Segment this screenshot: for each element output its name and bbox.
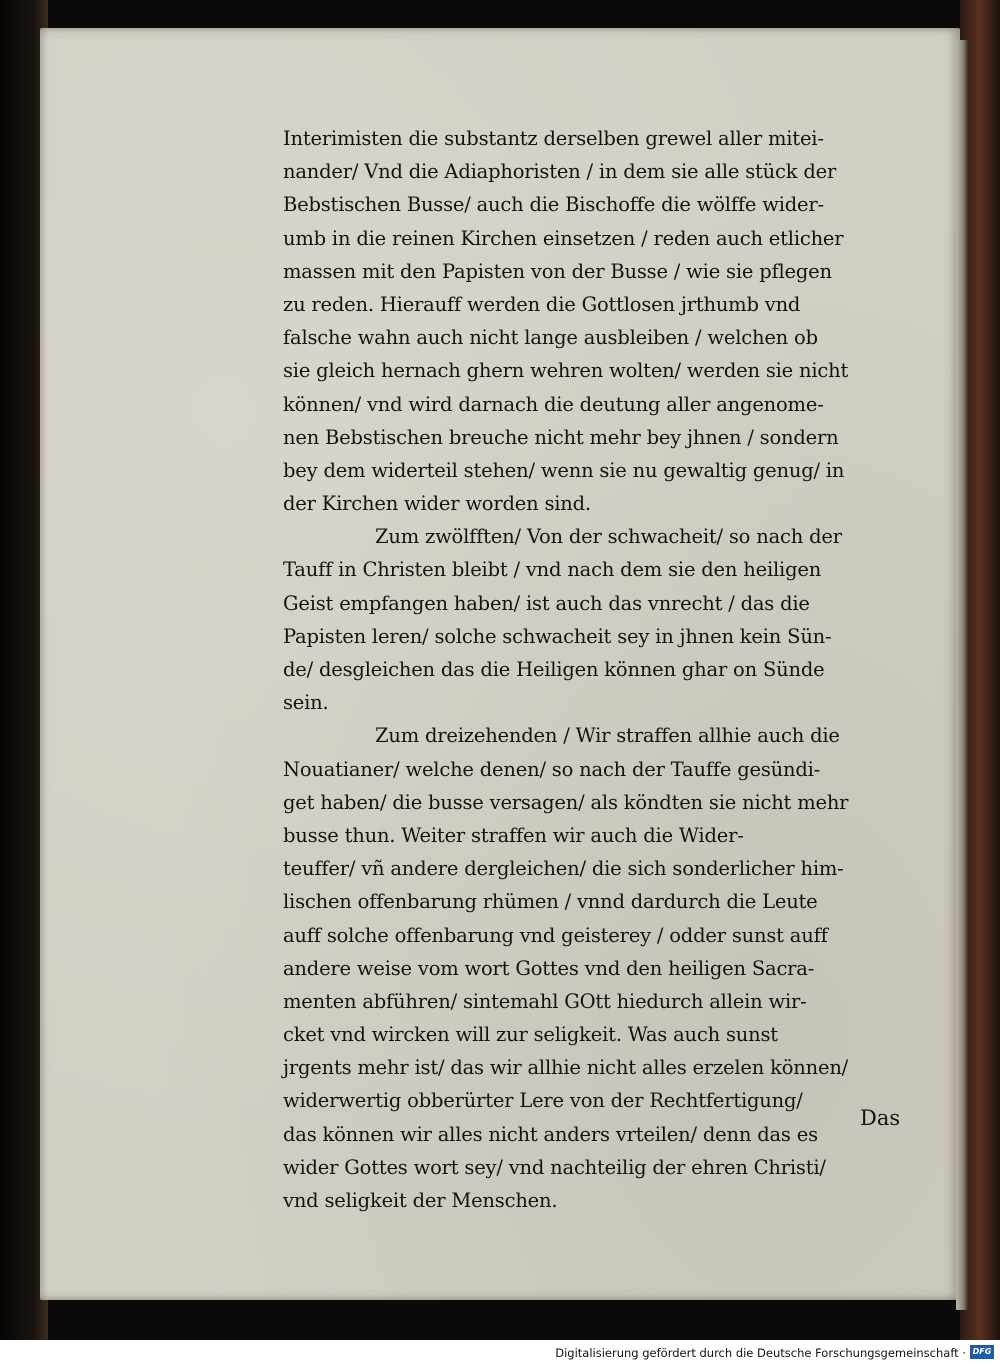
text-line: busse thun. Weiter straffen wir auch die Wider- (283, 823, 744, 847)
footer-bar (0, 1340, 1000, 1365)
page-edge (956, 40, 968, 1310)
text-line: vnd seligkeit der Menschen. (283, 1189, 558, 1212)
text-line: sein. (283, 691, 329, 715)
text-line: bey dem widerteil stehen/ wenn sie nu gewaltig genug/ in (283, 458, 845, 482)
text-line: Geist empfangen haben/ ist auch das vnrecht / das die (283, 591, 810, 615)
catchword: Das (860, 1106, 901, 1130)
text-line: sie gleich hernach ghern wehren wolten/ werden sie nicht (283, 359, 849, 383)
text-line: cket vnd wircken will zur seligkeit. Was auch sunst (283, 1023, 778, 1047)
text-line: umb in die reinen Kirchen einsetzen / reden auch etlicher (283, 226, 844, 250)
text-line: Nouatianer/ welche denen/ so nach der Tauffe gesündi- (283, 757, 821, 781)
text-line: nen Bebstischen breuche nicht mehr bey jhnen / sondern (283, 425, 839, 449)
text-line: zu reden. Hierauff werden die Gottlosen jrthumb vnd (283, 292, 801, 316)
text-line: teuffer/ vñ andere dergleichen/ die sich sonderlicher him- (283, 857, 844, 881)
text-line: lischen offenbarung rhümen / vnnd dardurch die Leute (283, 890, 818, 914)
text-line: können/ vnd wird darnach die deutung aller angenome- (283, 392, 824, 416)
text-line: das können wir alles nicht anders vrteilen/ denn das es (283, 1122, 818, 1146)
text-line: falsche wahn auch nicht lange ausbleiben / welchen ob (283, 326, 818, 350)
text-line: menten abführen/ sintemahl GOtt hiedurch allein wir- (283, 989, 807, 1013)
text-line: nander/ Vnd die Adiaphoristen / in dem sie alle stück der (283, 160, 837, 184)
dfg-logo-icon: DFG (970, 1345, 994, 1359)
text-line: get haben/ die busse versagen/ als köndten sie nicht mehr (283, 790, 849, 814)
text-line: jrgents mehr ist/ das wir allhie nicht alles erzelen können/ (283, 1056, 849, 1080)
text-line: der Kirchen wider worden sind. (283, 492, 591, 516)
text-line: Zum dreizehenden / Wir straffen allhie auch die (375, 724, 840, 748)
text-line: massen mit den Papisten von der Busse / wie sie pflegen (283, 259, 832, 283)
text-line: Papisten leren/ solche schwacheit sey in jhnen kein Sün- (283, 624, 832, 648)
text-line: auff solche offenbarung vnd geisterey / odder sunst auff (283, 923, 828, 947)
funding-credit: Digitalisierung gefördert durch die Deutsche Forschungsgemeinschaft · (555, 1346, 966, 1360)
text-line: andere weise vom wort Gottes vnd den heiligen Sacra- (283, 956, 815, 980)
text-line: widerwertig obberürter Lere von der Rechtfertigung/ (283, 1089, 803, 1113)
text-line: de/ desgleichen das die Heiligen können ghar on Sünde (283, 658, 825, 681)
text-line: Zum zwölfften/ Von der schwacheit/ so nach der (375, 525, 842, 549)
text-line: Bebstischen Busse/ auch die Bischoffe die wölffe wider- (283, 193, 824, 217)
body-text (283, 122, 923, 1217)
text-line: Tauff in Christen bleibt / vnd nach dem sie den heiligen (283, 558, 822, 582)
text-line: wider Gottes wort sey/ vnd nachteilig der ehren Christi/ (283, 1155, 826, 1179)
text-line: Interimisten die substantz derselben grewel aller mitei- (283, 127, 824, 150)
